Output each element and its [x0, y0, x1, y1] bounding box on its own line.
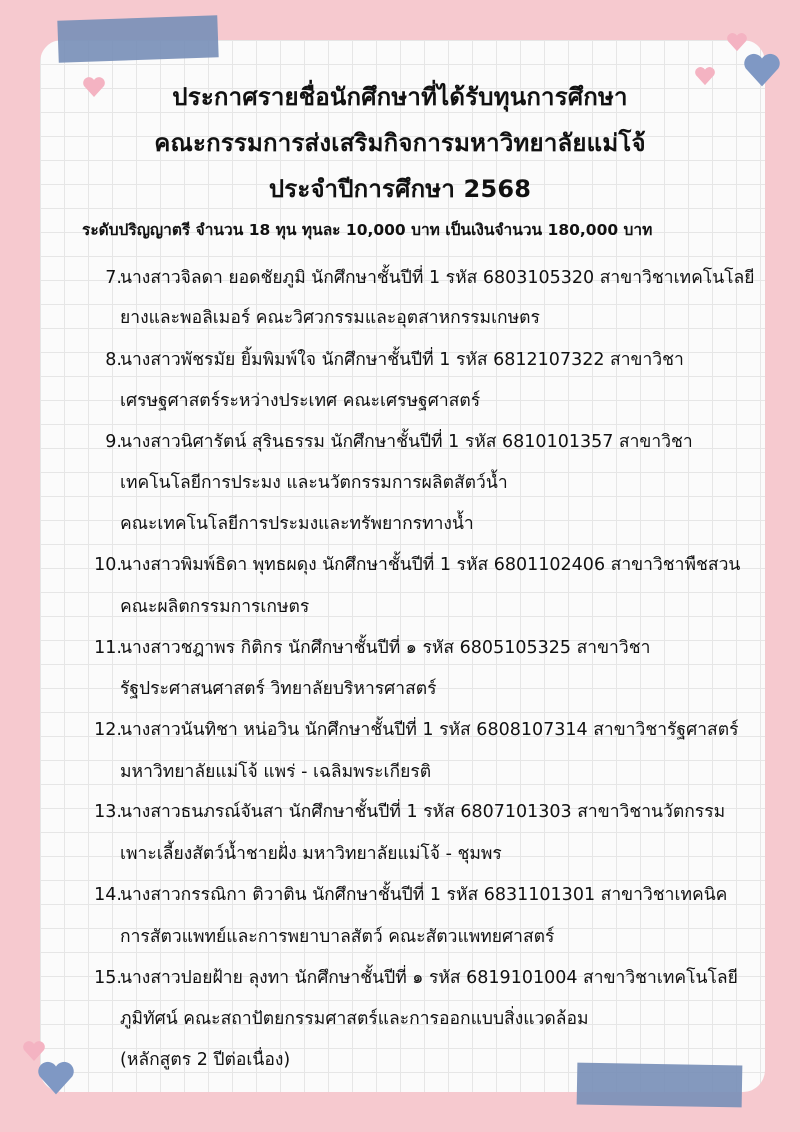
committee-title: คณะกรรมการส่งเสริมกิจการมหาวิทยาลัยแม่โจ้ [154, 129, 646, 157]
entry-line: เพาะเลี้ยงสัตว์น้ำชายฝั่ง มหาวิทยาลัยแม่โจ้ - ชุมพร [120, 844, 502, 864]
tape-decoration-top [57, 15, 218, 63]
entry-line: นางสาวนิศารัตน์ สุรินธรรม นักศึกษาชั้นปีที่ 1 รหัส 6810101357 สาขาวิชา [120, 432, 693, 452]
entry-line: (หลักสูตร 2 ปีต่อเนื่อง) [120, 1050, 291, 1070]
academic-year-title: ประจำปีการศึกษา 2568 [268, 175, 532, 203]
entry-line: นางสาวปอยฝ้าย ลุงทา นักศึกษาชั้นปีที่ ๑ รหัส 6819101004 สาขาวิชาเทคโนโลยี [120, 968, 738, 988]
entry-line: นางสาวพิมพ์ธิดา พุทธผดุง นักศึกษาชั้นปีที่ 1 รหัส 6801102406 สาขาวิชาพืชสวน [120, 555, 741, 575]
entry-line: นางสาวนันทิชา หน่อวิน นักศึกษาชั้นปีที่ 1 รหัส 6808107314 สาขาวิชารัฐศาสตร์ [120, 720, 739, 740]
entry-line: ยางและพอลิเมอร์ คณะวิศวกรรมและอุตสาหกรรมเกษตร [120, 308, 540, 328]
entry-line: นางสาวชฎาพร กิติกร นักศึกษาชั้นปีที่ ๑ รหัส 6805105325 สาขาวิชา [120, 638, 651, 658]
entry-number: 12. [94, 720, 122, 740]
tape-decoration-bottom [577, 1063, 743, 1108]
announcement-title: ประกาศรายชื่อนักศึกษาที่ได้รับทุนการศึกษา [172, 83, 628, 111]
scholarship-summary: ระดับปริญญาตรี จำนวน 18 ทุน ทุนละ 10,000 บาท เป็นเงินจำนวน 180,000 บาท [82, 221, 653, 239]
entry-number: 8. [105, 350, 122, 370]
entry-line: คณะเทคโนโลยีการประมงและทรัพยากรทางน้ำ [120, 514, 474, 534]
heart-icon [726, 32, 748, 52]
entry-number: 11. [94, 638, 122, 658]
heart-icon [22, 1040, 46, 1062]
entry-number: 10. [94, 555, 122, 575]
entry-line: นางสาวจิลดา ยอดชัยภูมิ นักศึกษาชั้นปีที่ 1 รหัส 6803105320 สาขาวิชาเทคโนโลยี [120, 268, 755, 288]
entry-line: รัฐประศาสนศาสตร์ วิทยาลัยบริหารศาสตร์ [120, 679, 437, 699]
entry-line: นางสาวพัชรมัย ยิ้มพิมพ์ใจ นักศึกษาชั้นปีที่ 1 รหัส 6812107322 สาขาวิชา [120, 350, 684, 370]
entry-line: เศรษฐศาสตร์ระหว่างประเทศ คณะเศรษฐศาสตร์ [120, 391, 481, 411]
entry-line: ภูมิทัศน์ คณะสถาปัตยกรรมศาสตร์และการออกแบบสิ่งแวดล้อม [120, 1009, 589, 1029]
entry-number: 15. [94, 968, 122, 988]
entry-line: นางสาวธนภรณ์จันสา นักศึกษาชั้นปีที่ 1 รหัส 6807101303 สาขาวิชานวัตกรรม [120, 802, 726, 822]
entry-line: เทคโนโลยีการประมง และนวัตกรรมการผลิตสัตว์น้ำ [120, 473, 508, 493]
entry-number: 14. [94, 885, 122, 905]
entry-number: 9. [105, 432, 122, 452]
entry-number: 13. [94, 802, 122, 822]
entry-line: นางสาวกรรณิกา ติวาติน นักศึกษาชั้นปีที่ 1 รหัส 6831101301 สาขาวิชาเทคนิค [120, 885, 728, 905]
entry-line: มหาวิทยาลัยแม่โจ้ แพร่ - เฉลิมพระเกียรติ [120, 762, 432, 782]
entry-line: คณะผลิตกรรมการเกษตร [120, 597, 310, 617]
heart-icon [36, 1060, 76, 1096]
entry-line: การสัตวแพทย์และการพยาบาลสัตว์ คณะสัตวแพทยศาสตร์ [120, 927, 555, 947]
entry-number: 7. [105, 268, 122, 288]
